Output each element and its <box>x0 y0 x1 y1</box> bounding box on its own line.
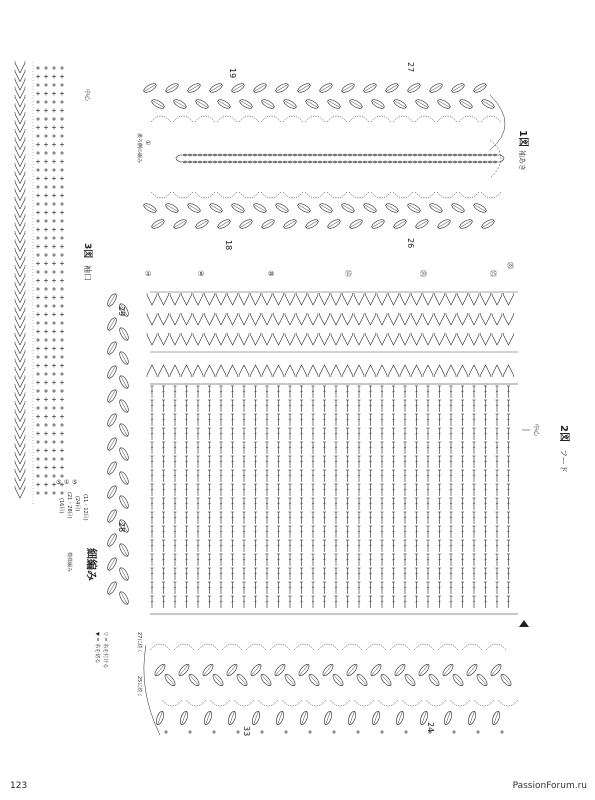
figure2-center-label: 中心 <box>532 424 539 437</box>
figure2-row-marker-28: ㉘ <box>507 262 514 270</box>
figure2-row-marker-1: ① <box>145 270 152 278</box>
figure2-row-label-29: 29 <box>117 306 126 317</box>
figure3-count-4: (11・12目) <box>82 494 88 521</box>
figure1-row-marker: ① <box>144 140 151 146</box>
figure2-row-marker-15: ⑮ <box>345 270 352 278</box>
figure2-row-marker-20: ⑳ <box>420 270 427 278</box>
figure1-row-label-27: 27 <box>406 62 415 73</box>
figure3-center-label: 中心 <box>83 89 90 102</box>
figure3-marker-c: ⑤ <box>72 479 78 486</box>
figure2-row-label-28: 28 <box>117 522 126 533</box>
figure3-count-3: (24目) <box>74 496 80 512</box>
figure2-row-label-33: 33 <box>242 726 251 737</box>
figure2-subtitle: フード <box>559 449 568 473</box>
figure3-title: 3図 <box>82 243 92 259</box>
figure1-title: 1図 <box>517 130 528 147</box>
figure2-row-label-24: 24 <box>426 722 435 733</box>
figure3-count-2: (21・28目) <box>66 492 72 519</box>
figure1-row-label-26: 26 <box>406 238 415 249</box>
figure1-side-note: 後ろ側の編み <box>136 133 142 164</box>
legend-item-cut: ▼ = 糸を切る <box>94 632 100 664</box>
figure2-row-marker-5: ⑤ <box>198 270 205 278</box>
figure2-row-marker-25: ㉕ <box>490 270 497 278</box>
figure3-marker-a: ⑤ <box>56 479 62 486</box>
watermark: PassionForum.ru <box>512 781 587 791</box>
figure1-row-label-18: 18 <box>224 240 233 251</box>
page-number: 123 <box>10 781 28 791</box>
figure2-note-25: 25に続く <box>136 676 142 698</box>
figure2-title: 2図 <box>558 425 569 442</box>
figure3-side-note: 模様編み <box>66 552 72 573</box>
figure2-note-27: 27に続く <box>136 632 142 654</box>
figure3-count-1: (16目) <box>58 498 64 514</box>
figure1-row-label-19: 19 <box>228 68 237 79</box>
figure3-subtitle: 袖口 <box>83 265 92 281</box>
legend-item-attach: ▽ = 糸を付ける <box>102 632 108 669</box>
figure1-subtitle: 袖あき <box>518 150 526 171</box>
figure3-marker-b: ① <box>64 479 70 486</box>
figure2-row-marker-10: ⑩ <box>268 270 275 278</box>
figure3-big-title: 細編み <box>85 548 98 581</box>
